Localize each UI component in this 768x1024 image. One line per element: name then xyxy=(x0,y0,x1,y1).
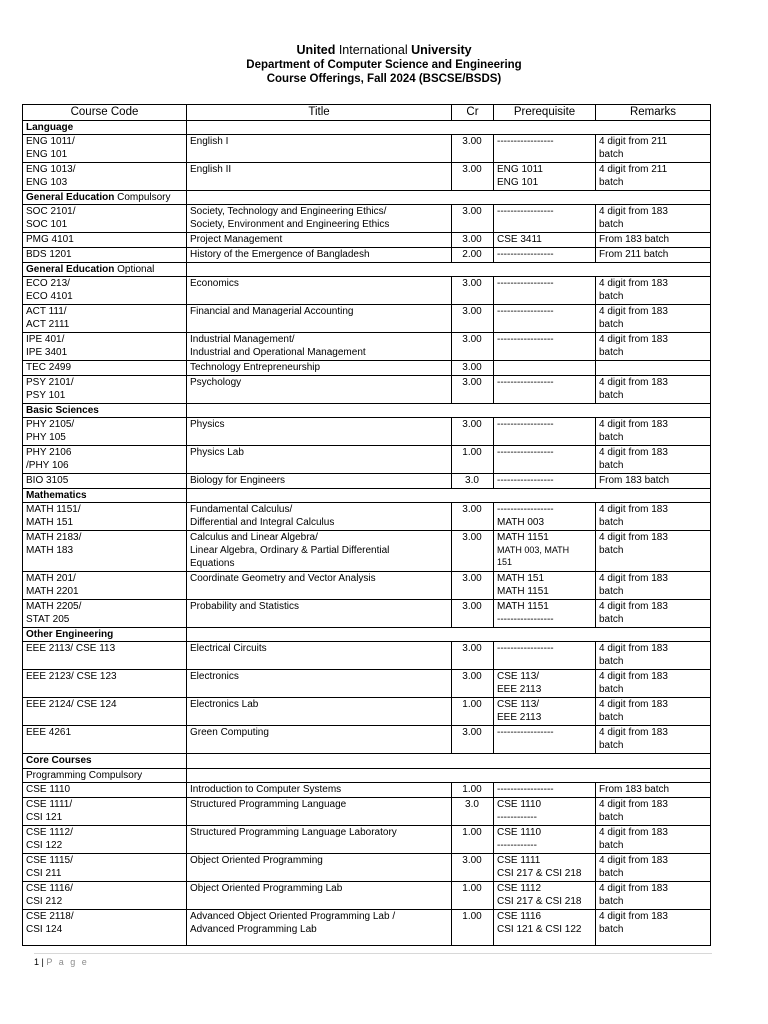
course-code: CSE 2118/ CSI 124 xyxy=(23,910,187,946)
course-prerequisite xyxy=(494,910,596,946)
course-row xyxy=(23,305,711,333)
department-name: Department of Computer Science and Engineering xyxy=(246,59,522,71)
course-prerequisite xyxy=(494,572,596,600)
category-row xyxy=(23,263,711,277)
course-code: ENG 1011/ ENG 101 xyxy=(23,135,187,163)
course-row xyxy=(23,572,711,600)
course-remarks: 4 digit from 183 batch xyxy=(596,910,711,946)
category-label xyxy=(23,121,187,135)
course-code: SOC 2101/ SOC 101 xyxy=(23,205,187,233)
category-row xyxy=(23,769,711,783)
course-prerequisite xyxy=(494,474,596,489)
course-row xyxy=(23,726,711,754)
course-prerequisite xyxy=(494,503,596,531)
course-title: Electronics Lab xyxy=(187,698,452,726)
category-label xyxy=(23,404,187,418)
course-remarks: 4 digit from 183 batch xyxy=(596,205,711,233)
col-header-prerequisite: Prerequisite xyxy=(494,105,596,121)
course-credit: 3.00 xyxy=(452,642,494,670)
category-text: Basic Sciences xyxy=(26,405,99,416)
page-number: 1 xyxy=(34,957,40,967)
course-prerequisite xyxy=(494,531,596,572)
category-text: Other Engineering xyxy=(26,629,114,640)
course-row xyxy=(23,333,711,361)
course-remarks: 4 digit from 183 batch xyxy=(596,726,711,754)
course-code: PSY 2101/ PSY 101 xyxy=(23,376,187,404)
prerequisite-text: ----------------- xyxy=(497,377,554,388)
category-spacer xyxy=(187,121,711,135)
course-prerequisite xyxy=(494,333,596,361)
course-credit: 3.0 xyxy=(452,474,494,489)
course-remarks: 4 digit from 183 batch xyxy=(596,698,711,726)
prerequisite-text: ----------------- xyxy=(497,727,554,738)
course-remarks: 4 digit from 183 batch xyxy=(596,503,711,531)
course-remarks: 4 digit from 183 batch xyxy=(596,572,711,600)
course-credit: 1.00 xyxy=(452,910,494,946)
category-text: Mathematics xyxy=(26,490,87,501)
course-code: EEE 2113/ CSE 113 xyxy=(23,642,187,670)
prerequisite-text: ENG 1011 ENG 101 xyxy=(497,164,543,188)
table-body xyxy=(23,121,711,946)
course-credit: 3.0 xyxy=(452,798,494,826)
category-row xyxy=(23,404,711,418)
prerequisite-text: CSE 1112 CSI 217 & CSI 218 xyxy=(497,883,582,907)
category-spacer xyxy=(187,769,711,783)
category-row xyxy=(23,628,711,642)
course-remarks: From 211 batch xyxy=(596,248,711,263)
prerequisite-text: ----------------- xyxy=(497,419,554,430)
course-code: MATH 201/ MATH 2201 xyxy=(23,572,187,600)
category-row xyxy=(23,754,711,769)
course-prerequisite xyxy=(494,882,596,910)
course-credit: 3.00 xyxy=(452,163,494,191)
footer-rule xyxy=(34,953,712,954)
course-row xyxy=(23,418,711,446)
course-remarks: From 183 batch xyxy=(596,474,711,489)
course-credit: 3.00 xyxy=(452,376,494,404)
course-row xyxy=(23,642,711,670)
course-credit: 3.00 xyxy=(452,726,494,754)
course-row xyxy=(23,670,711,698)
prerequisite-text: ----------------- xyxy=(497,447,554,458)
course-remarks: 4 digit from 211 batch xyxy=(596,163,711,191)
course-code: EEE 2124/ CSE 124 xyxy=(23,698,187,726)
course-credit: 3.00 xyxy=(452,135,494,163)
course-title: Psychology xyxy=(187,376,452,404)
course-title: Fundamental Calculus/ Differential and Integral Calculus xyxy=(187,503,452,531)
course-credit: 1.00 xyxy=(452,698,494,726)
course-row xyxy=(23,826,711,854)
prerequisite-note: MATH 003, MATH 151 xyxy=(497,545,570,567)
category-row xyxy=(23,191,711,205)
offering-title: Course Offerings, Fall 2024 (BSCSE/BSDS) xyxy=(266,73,502,85)
course-credit: 3.00 xyxy=(452,277,494,305)
course-title: Industrial Management/ Industrial and Operational Management xyxy=(187,333,452,361)
course-row xyxy=(23,361,711,376)
course-remarks: 4 digit from 183 batch xyxy=(596,418,711,446)
course-code: BDS 1201 xyxy=(23,248,187,263)
course-row xyxy=(23,205,711,233)
course-row xyxy=(23,882,711,910)
course-remarks: From 183 batch xyxy=(596,233,711,248)
course-code: ECO 213/ ECO 4101 xyxy=(23,277,187,305)
document-header xyxy=(0,43,768,86)
course-credit: 2.00 xyxy=(452,248,494,263)
course-row xyxy=(23,233,711,248)
course-row xyxy=(23,783,711,798)
course-remarks: 4 digit from 183 batch xyxy=(596,670,711,698)
prerequisite-text: ----------------- xyxy=(497,206,554,217)
prerequisite-text: ----------------- xyxy=(497,249,554,260)
course-title: Structured Programming Language xyxy=(187,798,452,826)
course-prerequisite xyxy=(494,163,596,191)
course-code: IPE 401/ IPE 3401 xyxy=(23,333,187,361)
course-remarks: 4 digit from 183 batch xyxy=(596,277,711,305)
course-credit: 1.00 xyxy=(452,826,494,854)
prerequisite-text: ----------------- xyxy=(497,306,554,317)
course-remarks: 4 digit from 183 batch xyxy=(596,798,711,826)
course-prerequisite xyxy=(494,826,596,854)
category-spacer xyxy=(187,404,711,418)
course-code: CSE 1111/ CSI 121 xyxy=(23,798,187,826)
col-header-code: Course Code xyxy=(23,105,187,121)
category-text: Language xyxy=(26,122,74,133)
category-label xyxy=(23,628,187,642)
category-spacer xyxy=(187,191,711,205)
course-credit: 3.00 xyxy=(452,361,494,376)
course-remarks: 4 digit from 183 batch xyxy=(596,600,711,628)
course-title: English I xyxy=(187,135,452,163)
course-prerequisite xyxy=(494,376,596,404)
category-label xyxy=(23,769,187,783)
prerequisite-text: ----------------- xyxy=(497,334,554,345)
course-code: EEE 2123/ CSE 123 xyxy=(23,670,187,698)
course-remarks: 4 digit from 183 batch xyxy=(596,531,711,572)
course-title: History of the Emergence of Bangladesh xyxy=(187,248,452,263)
category-text: General Education xyxy=(26,192,115,203)
course-remarks: 4 digit from 183 batch xyxy=(596,854,711,882)
prerequisite-text: ----------------- xyxy=(497,643,554,654)
category-text: Programming Compulsory xyxy=(26,770,143,781)
course-code: PHY 2106 /PHY 106 xyxy=(23,446,187,474)
course-row xyxy=(23,910,711,946)
prerequisite-text: CSE 113/ EEE 2113 xyxy=(497,699,542,723)
prerequisite-text: CSE 113/ EEE 2113 xyxy=(497,671,542,695)
course-code: MATH 2205/ STAT 205 xyxy=(23,600,187,628)
course-remarks: 4 digit from 183 batch xyxy=(596,446,711,474)
course-row xyxy=(23,446,711,474)
course-remarks: 4 digit from 183 batch xyxy=(596,882,711,910)
course-prerequisite xyxy=(494,783,596,798)
course-code: MATH 1151/ MATH 151 xyxy=(23,503,187,531)
course-prerequisite xyxy=(494,277,596,305)
course-title: Green Computing xyxy=(187,726,452,754)
prerequisite-text: CSE 1110 ------------ xyxy=(497,827,542,851)
category-label xyxy=(23,263,187,277)
page-footer: 1 | P a g e xyxy=(34,957,89,967)
page-label: P a g e xyxy=(46,957,89,967)
course-table xyxy=(22,104,711,946)
prerequisite-text: MATH 151 MATH 1151 xyxy=(497,573,549,597)
col-header-cr: Cr xyxy=(452,105,494,121)
category-label xyxy=(23,191,187,205)
course-title: Advanced Object Oriented Programming Lab / Advanced Programming Lab xyxy=(187,910,452,946)
prerequisite-text: ----------------- xyxy=(497,278,554,289)
course-credit: 1.00 xyxy=(452,446,494,474)
course-row xyxy=(23,248,711,263)
course-prerequisite xyxy=(494,698,596,726)
prerequisite-text: CSE 1110 ------------ xyxy=(497,799,542,823)
category-text: General Education xyxy=(26,264,115,275)
category-spacer xyxy=(187,628,711,642)
course-prerequisite xyxy=(494,361,596,376)
course-title: Structured Programming Language Laboratory xyxy=(187,826,452,854)
course-row xyxy=(23,474,711,489)
course-prerequisite xyxy=(494,305,596,333)
course-title: Project Management xyxy=(187,233,452,248)
course-title: Coordinate Geometry and Vector Analysis xyxy=(187,572,452,600)
course-remarks: 4 digit from 211 batch xyxy=(596,135,711,163)
course-row xyxy=(23,531,711,572)
course-prerequisite xyxy=(494,670,596,698)
prerequisite-text: MATH 1151 xyxy=(497,532,549,543)
course-title: Calculus and Linear Algebra/ Linear Algebra, Ordinary & Partial Differential Equations xyxy=(187,531,452,572)
course-code: EEE 4261 xyxy=(23,726,187,754)
course-code: PMG 4101 xyxy=(23,233,187,248)
category-spacer xyxy=(187,263,711,277)
course-title: Electronics xyxy=(187,670,452,698)
prerequisite-text: ----------------- xyxy=(497,784,554,795)
course-title: Introduction to Computer Systems xyxy=(187,783,452,798)
course-credit: 3.00 xyxy=(452,333,494,361)
prerequisite-text: CSE 3411 xyxy=(497,234,542,245)
course-credit: 3.00 xyxy=(452,854,494,882)
course-title: Technology Entrepreneurship xyxy=(187,361,452,376)
course-title: Object Oriented Programming xyxy=(187,854,452,882)
category-label xyxy=(23,754,187,769)
course-row xyxy=(23,798,711,826)
course-prerequisite xyxy=(494,135,596,163)
course-code: TEC 2499 xyxy=(23,361,187,376)
course-code: ACT 111/ ACT 2111 xyxy=(23,305,187,333)
course-credit: 3.00 xyxy=(452,305,494,333)
course-row xyxy=(23,503,711,531)
category-spacer xyxy=(187,489,711,503)
course-row xyxy=(23,698,711,726)
category-text: Core Courses xyxy=(26,755,92,766)
course-credit: 1.00 xyxy=(452,882,494,910)
course-code: ENG 1013/ ENG 103 xyxy=(23,163,187,191)
course-remarks: 4 digit from 183 batch xyxy=(596,826,711,854)
table-header-row xyxy=(23,105,711,121)
category-subtext: Optional xyxy=(117,264,155,275)
prerequisite-text: ----------------- xyxy=(497,475,554,486)
course-code: CSE 1115/ CSI 211 xyxy=(23,854,187,882)
course-code: CSE 1112/ CSI 122 xyxy=(23,826,187,854)
course-title: Probability and Statistics xyxy=(187,600,452,628)
course-title: Electrical Circuits xyxy=(187,642,452,670)
course-prerequisite xyxy=(494,798,596,826)
course-title: Economics xyxy=(187,277,452,305)
university-name: United International University xyxy=(296,43,472,57)
course-credit: 3.00 xyxy=(452,503,494,531)
course-credit: 3.00 xyxy=(452,600,494,628)
course-prerequisite xyxy=(494,854,596,882)
course-credit: 1.00 xyxy=(452,783,494,798)
course-remarks: 4 digit from 183 batch xyxy=(596,305,711,333)
category-label xyxy=(23,489,187,503)
col-header-remarks: Remarks xyxy=(596,105,711,121)
course-remarks: 4 digit from 183 batch xyxy=(596,376,711,404)
course-row xyxy=(23,854,711,882)
course-row xyxy=(23,277,711,305)
course-prerequisite xyxy=(494,726,596,754)
category-spacer xyxy=(187,754,711,769)
course-prerequisite xyxy=(494,600,596,628)
course-remarks: From 183 batch xyxy=(596,783,711,798)
course-row xyxy=(23,600,711,628)
prerequisite-text: CSE 1111 CSI 217 & CSI 218 xyxy=(497,855,582,879)
course-title: English II xyxy=(187,163,452,191)
course-prerequisite xyxy=(494,418,596,446)
category-subtext: Compulsory xyxy=(117,192,171,203)
course-title: Biology for Engineers xyxy=(187,474,452,489)
col-header-title: Title xyxy=(187,105,452,121)
course-credit: 3.00 xyxy=(452,670,494,698)
course-code: PHY 2105/ PHY 105 xyxy=(23,418,187,446)
course-credit: 3.00 xyxy=(452,233,494,248)
course-credit: 3.00 xyxy=(452,205,494,233)
course-code: CSE 1116/ CSI 212 xyxy=(23,882,187,910)
course-credit: 3.00 xyxy=(452,531,494,572)
category-row xyxy=(23,489,711,503)
course-title: Financial and Managerial Accounting xyxy=(187,305,452,333)
course-prerequisite xyxy=(494,233,596,248)
course-code: CSE 1110 xyxy=(23,783,187,798)
course-title: Physics xyxy=(187,418,452,446)
course-title: Object Oriented Programming Lab xyxy=(187,882,452,910)
category-row xyxy=(23,121,711,135)
course-remarks: 4 digit from 183 batch xyxy=(596,333,711,361)
course-prerequisite xyxy=(494,642,596,670)
course-row xyxy=(23,163,711,191)
course-row xyxy=(23,135,711,163)
course-code: BIO 3105 xyxy=(23,474,187,489)
prerequisite-text: MATH 1151 ----------------- xyxy=(497,601,554,625)
course-row xyxy=(23,376,711,404)
prerequisite-text: ----------------- MATH 003 xyxy=(497,504,554,528)
course-title: Physics Lab xyxy=(187,446,452,474)
course-remarks: 4 digit from 183 batch xyxy=(596,642,711,670)
course-code: MATH 2183/ MATH 183 xyxy=(23,531,187,572)
course-prerequisite xyxy=(494,248,596,263)
course-credit: 3.00 xyxy=(452,572,494,600)
course-remarks xyxy=(596,361,711,376)
course-prerequisite xyxy=(494,205,596,233)
course-title: Society, Technology and Engineering Ethics/ Society, Environment and Engineering Ethics xyxy=(187,205,452,233)
course-credit: 3.00 xyxy=(452,418,494,446)
course-prerequisite xyxy=(494,446,596,474)
prerequisite-text: ----------------- xyxy=(497,136,554,147)
prerequisite-text: CSE 1116 CSI 121 & CSI 122 xyxy=(497,911,582,935)
